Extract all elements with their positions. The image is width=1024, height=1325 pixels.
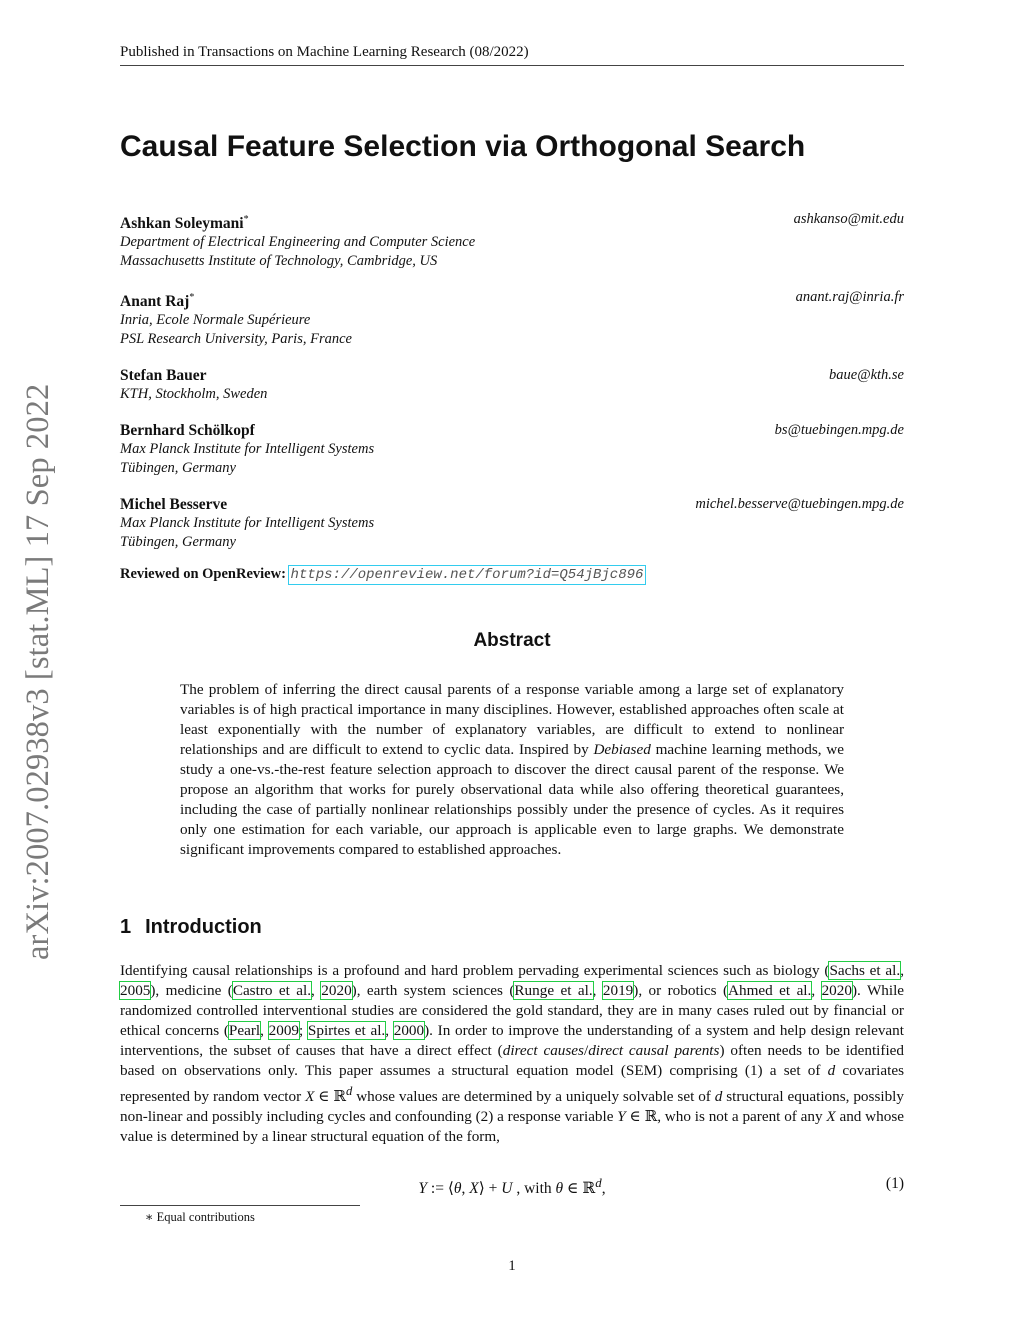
author-affiliation: KTH, Stockholm, Sweden	[120, 386, 268, 403]
citation-link[interactable]: 2005	[120, 982, 151, 999]
author-affiliation: Tübingen, Germany	[120, 534, 236, 551]
emphasis: direct causes	[502, 1042, 584, 1059]
math-variable: Y	[617, 1108, 626, 1126]
citation-link[interactable]: 2020	[821, 982, 852, 999]
citation-link[interactable]: Pearl	[228, 1022, 261, 1039]
math-variable: d	[827, 1062, 836, 1079]
author-name: Bernhard Schölkopf	[120, 422, 255, 440]
abstract-heading: Abstract	[473, 630, 551, 651]
author-block	[120, 210, 904, 271]
arxiv-stamp: arXiv:2007.02938v3 [stat.ML] 17 Sep 2022	[20, 383, 56, 960]
author-email[interactable]: bs@tuebingen.mpg.de	[774, 422, 904, 439]
footnote-rule	[120, 1205, 360, 1206]
footnote: ∗ Equal contributions	[145, 1210, 255, 1224]
citation-link[interactable]: 2000	[393, 1022, 425, 1039]
section-title: Introduction	[145, 916, 262, 938]
author-affiliation: Department of Electrical Engineering and Computer Science	[120, 234, 476, 251]
equal-contribution-mark: *	[243, 214, 249, 225]
section-number: 1	[120, 916, 132, 938]
math-variable: X	[305, 1088, 315, 1106]
author-email[interactable]: ashkanso@mit.edu	[793, 211, 904, 227]
author-name: Ashkan Soleymani*	[120, 214, 249, 233]
citation-link[interactable]: Sachs et al.	[829, 962, 901, 979]
author-name: Stefan Bauer	[120, 367, 207, 385]
author-email[interactable]: michel.besserve@tuebingen.mpg.de	[695, 496, 904, 513]
author-affiliation: Tübingen, Germany	[120, 460, 236, 477]
math-variable: d	[345, 1084, 353, 1098]
citation-link[interactable]: Runge et al.	[514, 982, 593, 999]
author-block	[120, 366, 904, 404]
author-affiliation: Inria, Ecole Normale Supérieure	[120, 312, 311, 329]
author-email[interactable]: baue@kth.se	[829, 367, 904, 384]
journal-header: Published in Transactions on Machine Learning Research (08/2022)	[120, 44, 904, 66]
author-block	[120, 495, 904, 552]
author-block	[120, 421, 904, 478]
emphasis: Debiased	[593, 741, 651, 758]
openreview-link[interactable]: https://openreview.net/forum?id=Q54jBjc896	[290, 567, 644, 583]
citation-link[interactable]: Ahmed et al.	[728, 982, 812, 999]
citation-link[interactable]: Castro et al.	[232, 982, 312, 999]
citation-link[interactable]: 2009	[268, 1022, 299, 1039]
intro-paragraph: Identifying causal relationships is a profound and hard problem pervading experimental sciences such as biology (Sachs et al., 2005), medicine (Castro et al., 2020), earth system sciences (Runge et al., 2019), or robotics (Ahmed et al., 2020). While randomized controlled interventional studies are considered the gold standard, they are in many cases ruled out by financial or ethical concerns (Pearl, 2009; Spirtes et al., 2000). In order to improve the understanding of a system and help design relevant interventions, the subset of causes that have a direct effect (direct causes/direct causal parents) often needs to be identified based on observations only. This paper assumes a structural equation model (SEM) comprising (1) a set of d covariates represented by random vector X ∈ ℝ$^d$ whose values are determined by a uniquely solvable set of d structural equations, possibly non-linear and possibly including cycles and confounding (2) a response variable Y ∈ ℝ, who is not a parent of any X and whose value is determined by a linear structural equation of the form,	[120, 962, 905, 1146]
author-affiliation: Massachusetts Institute of Technology, Cambridge, US	[120, 253, 438, 270]
author-list	[120, 210, 904, 569]
citation-link[interactable]: 2020	[321, 982, 352, 999]
abstract-text: The problem of inferring the direct causal parents of a response variable among a large set of explanatory variables is of high practical importance in many disciplines. However, established approaches often scale at least exponentially with the number of explanatory variables, are difficult to extend to nonlinear relationships and are difficult to extend to cyclic data. Inspired by Debiased machine learning methods, we study a one-vs.-the-rest feature selection approach to discover the direct causal parent of the response. We propose an algorithm that works for purely observational data while also offering theoretical guarantees, including the case of partially nonlinear relationships possibly under the presence of cycles. As it requires only one estimation for each variable, our approach is applicable even to large graphs. We demonstrate significant improvements compared to established approaches.	[180, 681, 844, 858]
author-email[interactable]: anant.raj@inria.fr	[795, 289, 904, 306]
section-heading	[120, 916, 262, 939]
paper-title: Causal Feature Selection via Orthogonal Search	[120, 130, 806, 163]
page-number: 1	[508, 1258, 516, 1274]
emphasis: direct causal parents	[588, 1042, 720, 1059]
math-variable: d	[714, 1088, 723, 1106]
equation-body: Y := ⟨θ, X⟩ + U , with θ ∈ ℝ$^d$,	[418, 1175, 606, 1198]
citation-link[interactable]: 2019	[602, 982, 634, 999]
author-affiliation: PSL Research University, Paris, France	[120, 331, 352, 348]
review-line	[120, 566, 644, 583]
equation-number: (1)	[885, 1175, 904, 1192]
author-name: Michel Besserve	[120, 496, 228, 514]
citation-link[interactable]: Spirtes et al.	[307, 1022, 386, 1039]
equation-1	[120, 1175, 904, 1197]
math-variable: X	[826, 1108, 836, 1126]
author-affiliation: Max Planck Institute for Intelligent Systems	[120, 515, 375, 532]
equal-contribution-mark: *	[189, 292, 195, 304]
review-label: Reviewed on OpenReview:	[120, 566, 286, 582]
author-affiliation: Max Planck Institute for Intelligent Systems	[120, 441, 375, 458]
author-block	[120, 288, 904, 349]
author-name: Anant Raj*	[120, 292, 195, 311]
